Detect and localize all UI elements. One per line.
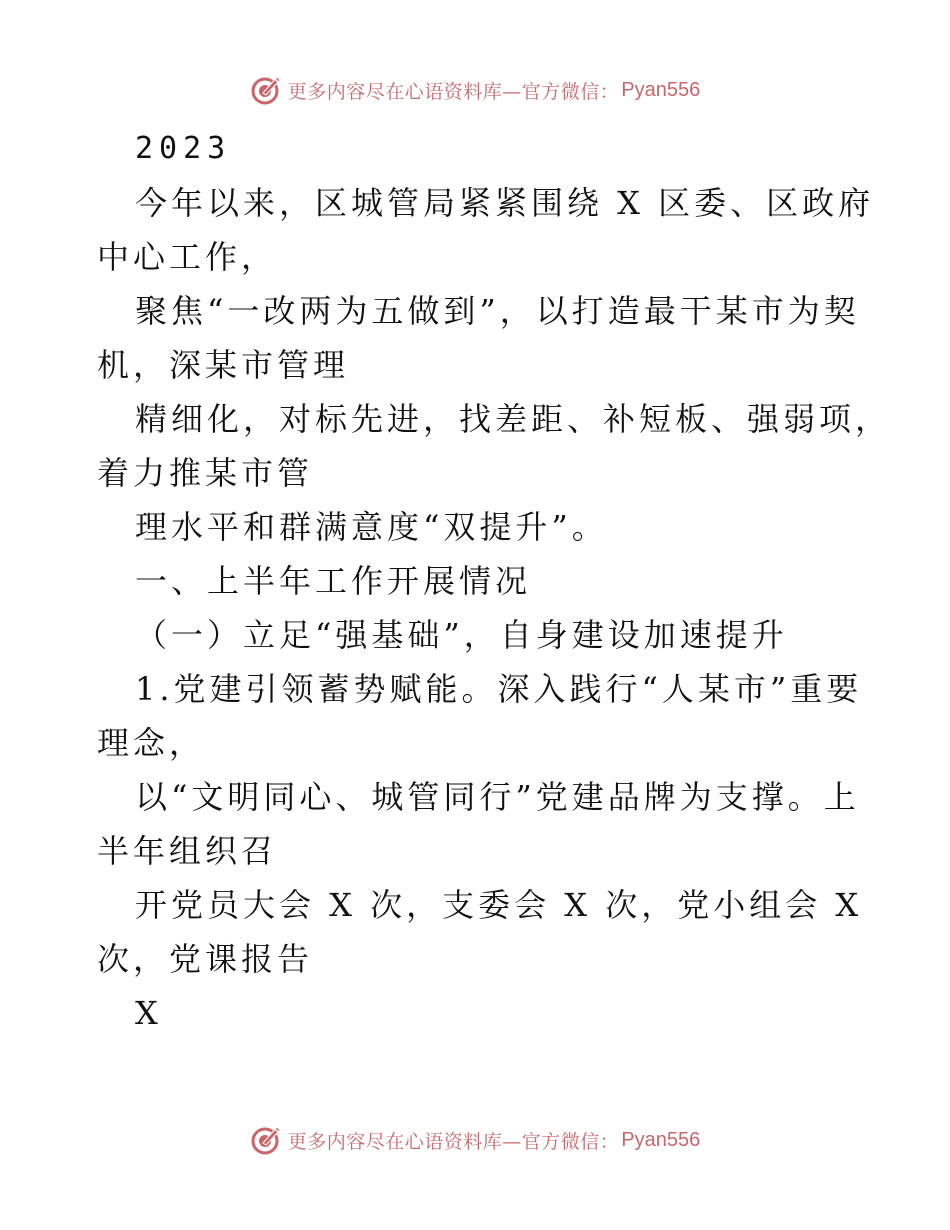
document-line: 1.党建引领蓄势赋能。深入践行“人某市”重要	[135, 670, 863, 708]
document-line: 以“文明同心、城管同行”党建品牌为支撑。上	[135, 778, 860, 816]
document-line: 次，党课报告	[97, 940, 314, 978]
header-watermark	[0, 70, 950, 110]
document-line: 2023	[135, 131, 232, 166]
watermark-text: 更多内容尽在心语资料库—官方微信：	[287, 1130, 620, 1153]
document-line: 理水平和群满意度“双提升”。	[135, 508, 608, 546]
subsection-heading: （一）立足“强基础”，自身建设加速提升	[135, 616, 788, 654]
document-line: 机，深某市管理	[97, 346, 350, 384]
document-line: 聚焦“一改两为五做到”，以打造最干某市为契	[135, 292, 860, 330]
document-line: 理念，	[97, 724, 206, 762]
pen-logo-icon	[250, 74, 282, 106]
watermark-text: 更多内容尽在心语资料库—官方微信：	[287, 80, 620, 103]
watermark-wechat-id: Pyan556	[621, 1128, 701, 1151]
document-line: 今年以来，区城管局紧紧围绕 X 区委、区政府	[135, 184, 875, 222]
document-line: 半年组织召	[97, 832, 278, 870]
document-line: 中心工作，	[97, 238, 278, 276]
section-heading: 一、上半年工作开展情况	[135, 562, 532, 600]
footer-watermark	[0, 1120, 950, 1160]
document-body	[97, 122, 892, 1040]
watermark-wechat-id: Pyan556	[621, 78, 701, 101]
document-line: 精细化，对标先进，找差距、补短板、强弱项，	[135, 400, 892, 438]
document-line: 开党员大会 X 次，支委会 X 次，党小组会 X	[135, 886, 863, 924]
document-line: X	[135, 994, 162, 1032]
pen-logo-icon	[250, 1124, 282, 1156]
document-line: 着力推某市管	[97, 454, 314, 492]
